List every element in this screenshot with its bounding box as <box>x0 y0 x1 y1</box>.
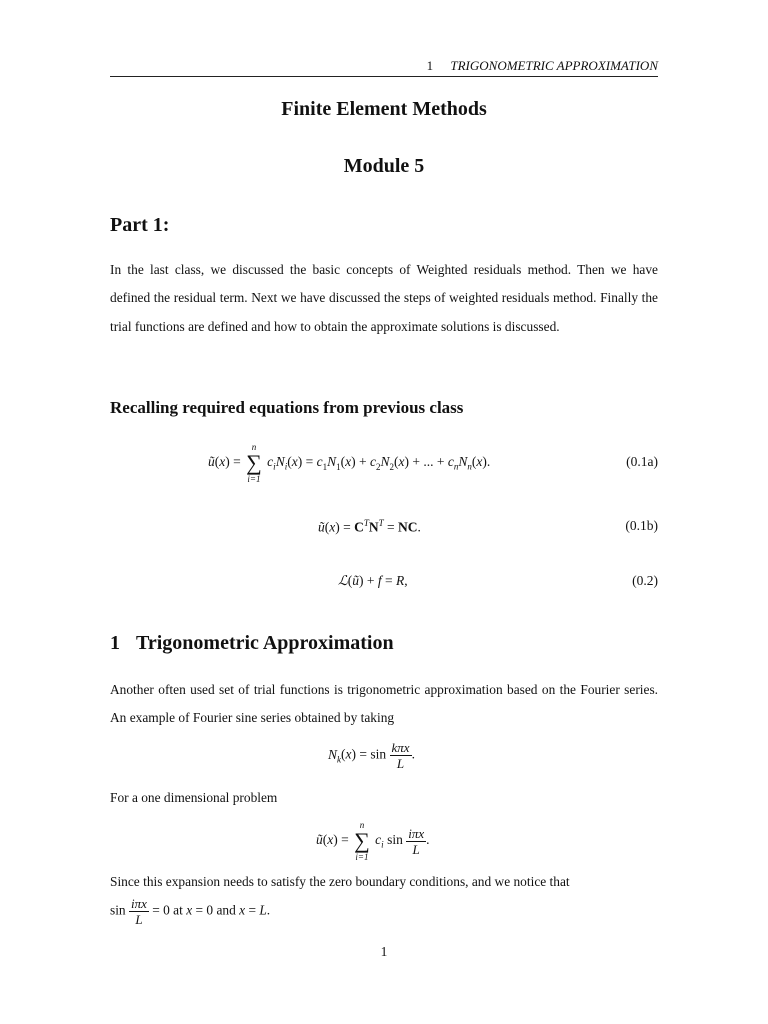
part-heading: Part 1: <box>110 214 170 236</box>
running-header-number: 1 <box>426 58 434 73</box>
equation-number-0-1b: (0.1b) <box>625 518 658 533</box>
header-rule <box>110 76 658 77</box>
equation-fourier-basis: $N_k(x) = \sin$ $\frac{\text{kπx}}{L}$ . <box>328 740 415 771</box>
running-header-title: TRIGONOMETRIC APPROXIMATION <box>450 58 658 73</box>
intro-paragraph: In the last class, we discussed the basic concepts of Weighted residuals method. Then we have defined the residual term. Next we have discussed the steps of weighted residuals method. Finally the trial functions are defined and how to obtain the approximate solutions is discussed. <box>110 262 658 334</box>
trig-paragraph: Another often used set of trial functions is trigonometric approximation based on the Fourier series. An example of Fourier sine series obtained by taking <box>110 682 658 726</box>
page-number: 1 <box>380 944 388 959</box>
equation-0-1a: ũ(x) = n ∑ i=1 $c_iN_i(x) = c_1N_1(x) + c_2N_2(x)$ + ... + $c_nN_n(x)$. <box>208 442 491 484</box>
equation-sine-series: ũ(x) = n ∑ i=1 $c_i$ sin $\frac{\text{iπx}}{L}$ . <box>316 820 430 862</box>
summation-symbol: n ∑ i=1 <box>354 820 370 862</box>
equation-number-0-2: (0.2) <box>632 573 658 588</box>
running-header <box>110 58 658 74</box>
one-dim-text: For a one dimensional problem <box>110 790 278 805</box>
equation-0-1b: ũ(x) = $C^TN^T$ = NC. <box>318 518 421 535</box>
section-title: Trigonometric Approximation <box>136 632 394 654</box>
equation-0-2: ℒ(ũ) + f = R, <box>338 573 408 588</box>
module-title: Module 5 <box>343 155 425 177</box>
summation-symbol: n ∑ i=1 <box>246 442 262 484</box>
boundary-condition-equation: sin $\frac{\text{iπx}}{L}$ = 0 at x = 0 and x = L. <box>110 896 271 927</box>
document-title: Finite Element Methods <box>281 98 487 120</box>
section-number: 1 <box>110 632 120 654</box>
section-heading <box>110 632 394 655</box>
boundary-text: Since this expansion needs to satisfy the zero boundary conditions, and we notice that <box>110 874 570 889</box>
equation-number-0-1a: (0.1a) <box>626 454 658 469</box>
recall-heading: Recalling required equations from previous class <box>110 398 464 417</box>
